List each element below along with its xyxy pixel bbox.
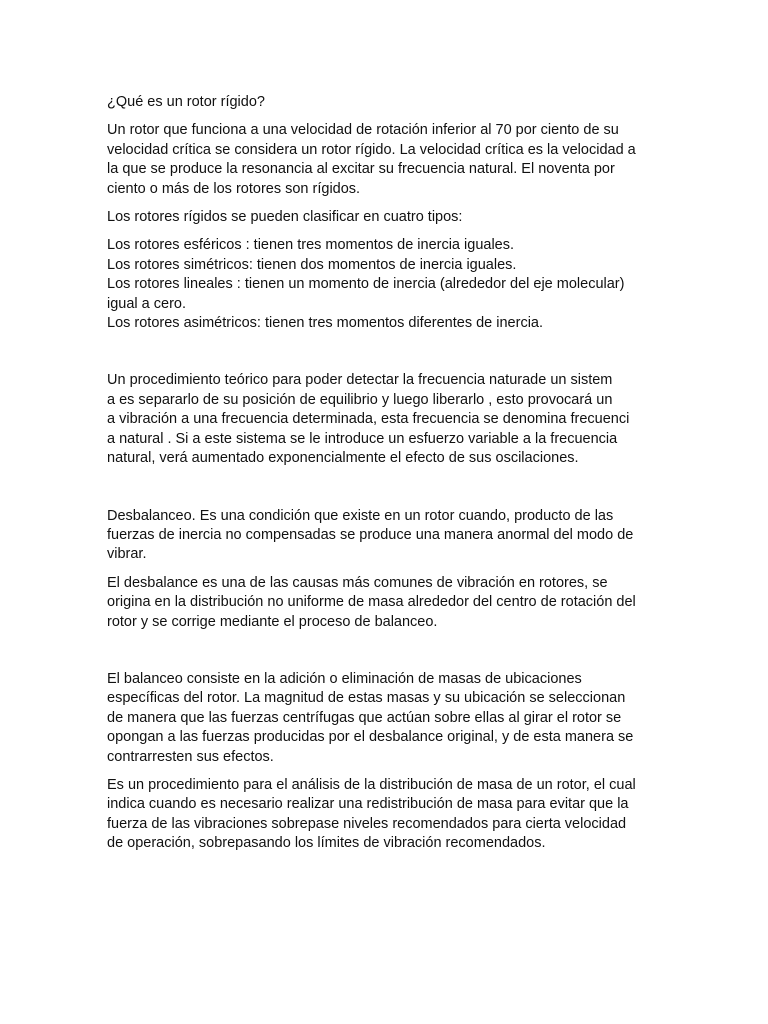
paragraph-rigid-rotor	[107, 121, 667, 199]
text-line: fuerzas de inercia no compensadas se produce una manera anormal del modo de	[107, 526, 634, 543]
text-line: natural, verá aumentado exponencialmente el efecto de sus oscilaciones.	[107, 450, 579, 467]
text-line: El balanceo consiste en la adición o eliminación de masas de ubicaciones	[107, 670, 582, 687]
text-line: rotor y se corrige mediante el proceso de balanceo.	[107, 613, 438, 630]
text-line: específicas del rotor. La magnitud de estas masas y su ubicación se seleccionan	[107, 690, 626, 707]
rotor-type-symmetric: Los rotores simétricos: tienen dos momentos de inercia iguales.	[107, 256, 517, 273]
paragraph-balancing	[107, 670, 667, 767]
text-line: ciento o más de los rotores son rígidos.	[107, 180, 361, 197]
rotor-type-linear: Los rotores lineales : tienen un momento de inercia (alrededor del eje molecular)	[107, 276, 625, 293]
question-heading: ¿Qué es un rotor rígido?	[107, 94, 265, 110]
text-line: a es separarlo de su posición de equilibrio y luego liberarlo , esto provocará un	[107, 391, 613, 408]
rotor-type-linear-cont: igual a cero.	[107, 295, 186, 312]
text-line: a vibración a una frecuencia determinada, esta frecuencia se denomina frecuenci	[107, 411, 630, 428]
rotor-type-asymmetric: Los rotores asimétricos: tienen tres momentos diferentes de inercia.	[107, 315, 544, 332]
text-line: origina en la distribución no uniforme de masa alrededor del centro de rotación del	[107, 594, 636, 611]
text-line: opongan a las fuerzas producidas por el desbalance original, y de esta manera se	[107, 729, 634, 746]
text-line: la que se produce la resonancia al excitar su frecuencia natural. El noventa por	[107, 161, 615, 178]
text-line: vibrar.	[107, 546, 147, 563]
rotor-types-list	[107, 236, 667, 333]
text-line: velocidad crítica se considera un rotor rígido. La velocidad crítica es la velocidad a	[107, 141, 636, 158]
text-line: Desbalanceo. Es una condición que existe en un rotor cuando, producto de las	[107, 507, 614, 524]
paragraph-theoretical-procedure	[107, 371, 667, 468]
paragraph-unbalance-definition	[107, 507, 667, 565]
text-line: fuerza de las vibraciones sobrepase niveles recomendados para cierta velocidad	[107, 815, 627, 832]
paragraph-analysis	[107, 776, 667, 854]
text-line: Un procedimiento teórico para poder detectar la frecuencia naturade un sistem	[107, 372, 613, 389]
text-line: contrarresten sus efectos.	[107, 748, 274, 765]
document-body	[107, 93, 667, 854]
paragraph-unbalance-cause	[107, 574, 667, 632]
paragraph-types-intro: Los rotores rígidos se pueden clasificar en cuatro tipos:	[107, 209, 463, 226]
text-line: de operación, sobrepasando los límites de vibración recomendados.	[107, 835, 546, 852]
rotor-type-spherical: Los rotores esféricos : tienen tres momentos de inercia iguales.	[107, 237, 515, 254]
text-line: El desbalance es una de las causas más comunes de vibración en rotores, se	[107, 574, 608, 591]
text-line: indica cuando es necesario realizar una redistribución de masa para evitar que la	[107, 796, 629, 813]
text-line: de manera que las fuerzas centrífugas que actúan sobre ellas al girar el rotor se	[107, 709, 622, 726]
text-line: a natural . Si a este sistema se le introduce un esfuerzo variable a la frecuencia	[107, 430, 618, 447]
text-line: Es un procedimiento para el análisis de la distribución de masa de un rotor, el cual	[107, 776, 636, 793]
text-line: Un rotor que funciona a una velocidad de rotación inferior al 70 por ciento de su	[107, 122, 619, 139]
